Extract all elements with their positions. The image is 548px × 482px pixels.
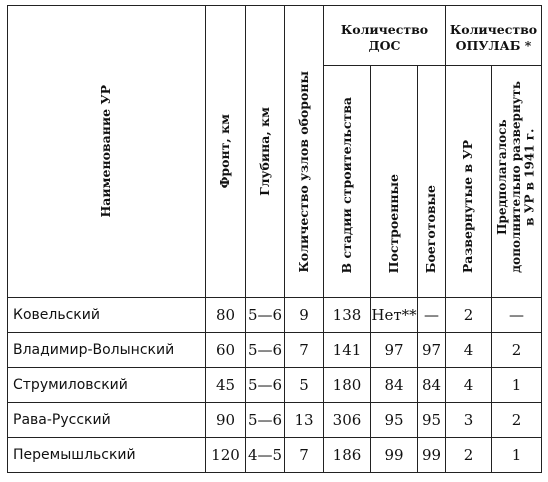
header-opulab-deployed-label: Развернутые в УР xyxy=(460,139,476,273)
header-dos-combat xyxy=(418,66,446,298)
cell-name: Ковельский xyxy=(8,298,206,333)
header-dos-construction-label: В стадии строительства xyxy=(338,96,354,273)
table-row xyxy=(8,298,542,333)
cell-nodes: 9 xyxy=(285,298,324,333)
table-row xyxy=(8,368,542,403)
cell-front: 120 xyxy=(206,438,246,473)
header-dos-construction xyxy=(324,66,371,298)
cell-combat: 97 xyxy=(418,333,446,368)
cell-nodes: 7 xyxy=(285,333,324,368)
header-dos-built-label: Построенные xyxy=(385,173,401,273)
header-dos-built xyxy=(371,66,418,298)
cell-name: Струмиловский xyxy=(8,368,206,403)
fortified-areas-table xyxy=(7,5,542,473)
cell-front: 60 xyxy=(206,333,246,368)
cell-front: 90 xyxy=(206,403,246,438)
cell-constr: 180 xyxy=(324,368,371,403)
header-opulab-group: Количество ОПУЛАБ * xyxy=(446,6,542,66)
cell-built: 97 xyxy=(371,333,418,368)
cell-combat: — xyxy=(418,298,446,333)
fortified-areas-table-container xyxy=(7,5,542,473)
cell-nodes: 7 xyxy=(285,438,324,473)
cell-constr: 141 xyxy=(324,333,371,368)
cell-combat: 84 xyxy=(418,368,446,403)
cell-built: Нет** xyxy=(371,298,418,333)
cell-name: Перемышльский xyxy=(8,438,206,473)
header-depth-label: Глубина, км xyxy=(256,107,272,196)
table-body xyxy=(8,298,542,473)
cell-depth: 5—6 xyxy=(246,403,285,438)
header-row-top xyxy=(8,6,542,66)
header-depth xyxy=(246,6,285,298)
header-opulab-planned-label: Предполагалось дополнительно развернуть в УР в 1941 г. xyxy=(494,81,537,273)
cell-constr: 186 xyxy=(324,438,371,473)
header-front xyxy=(206,6,246,298)
cell-nodes: 13 xyxy=(285,403,324,438)
cell-planned: 2 xyxy=(492,333,542,368)
cell-deployed: 4 xyxy=(446,333,492,368)
cell-depth: 5—6 xyxy=(246,368,285,403)
table-row xyxy=(8,403,542,438)
header-dos-combat-label: Боеготовые xyxy=(423,184,439,273)
cell-planned: 2 xyxy=(492,403,542,438)
cell-depth: 5—6 xyxy=(246,333,285,368)
cell-built: 84 xyxy=(371,368,418,403)
cell-planned: 1 xyxy=(492,438,542,473)
cell-combat: 99 xyxy=(418,438,446,473)
header-name xyxy=(8,6,206,298)
cell-nodes: 5 xyxy=(285,368,324,403)
cell-depth: 5—6 xyxy=(246,298,285,333)
table-row xyxy=(8,438,542,473)
cell-constr: 306 xyxy=(324,403,371,438)
cell-built: 99 xyxy=(371,438,418,473)
cell-front: 80 xyxy=(206,298,246,333)
cell-planned: — xyxy=(492,298,542,333)
header-name-label: Наименование УР xyxy=(98,85,114,218)
cell-name: Владимир-Волынский xyxy=(8,333,206,368)
cell-built: 95 xyxy=(371,403,418,438)
cell-name: Рава-Русский xyxy=(8,403,206,438)
cell-deployed: 2 xyxy=(446,438,492,473)
cell-deployed: 4 xyxy=(446,368,492,403)
header-nodes-label: Количество узлов обороны xyxy=(295,71,311,273)
header-nodes xyxy=(285,6,324,298)
cell-constr: 138 xyxy=(324,298,371,333)
table-row xyxy=(8,333,542,368)
cell-combat: 95 xyxy=(418,403,446,438)
cell-deployed: 2 xyxy=(446,298,492,333)
header-opulab-deployed xyxy=(446,66,492,298)
cell-front: 45 xyxy=(206,368,246,403)
header-dos-group: Количество ДОС xyxy=(324,6,446,66)
cell-deployed: 3 xyxy=(446,403,492,438)
header-front-label: Фронт, км xyxy=(217,114,233,189)
header-opulab-planned xyxy=(492,66,542,298)
cell-planned: 1 xyxy=(492,368,542,403)
cell-depth: 4—5 xyxy=(246,438,285,473)
